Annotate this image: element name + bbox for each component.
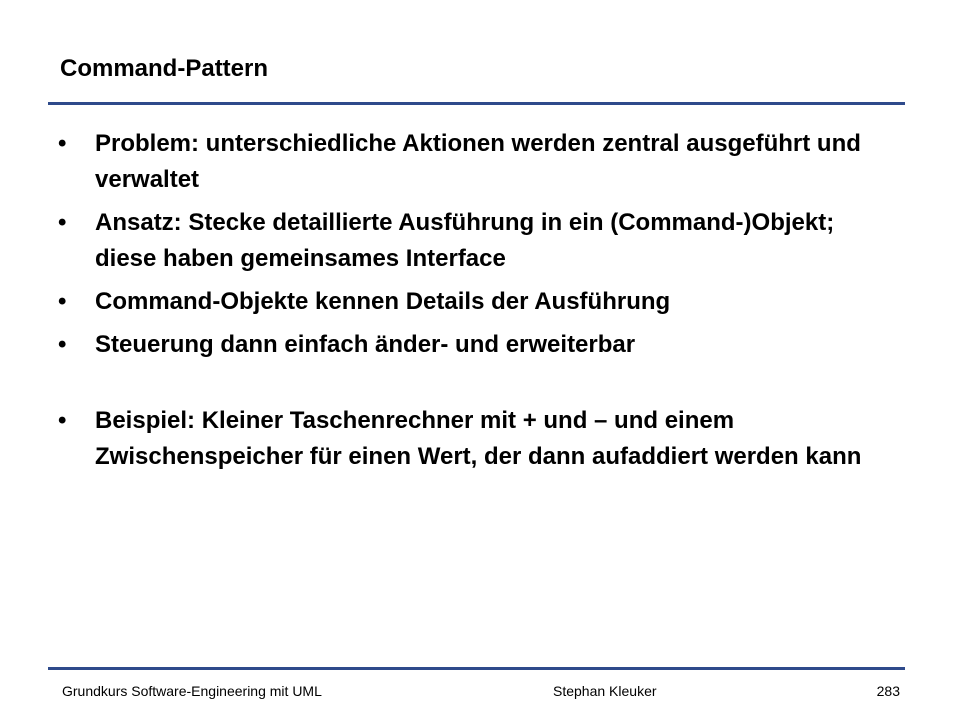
bullet-marker: • — [58, 130, 67, 157]
bullet-text: Steuerung dann einfach änder- und erweiterbar — [95, 331, 636, 358]
footer-author: Stephan Kleuker — [553, 683, 657, 699]
bullet-item — [58, 327, 898, 363]
bullet-text: Problem: unterschiedliche Aktionen werden zentral ausgeführt und verwaltet — [95, 130, 861, 193]
bullet-marker: • — [58, 331, 67, 358]
bullet-item — [58, 403, 898, 475]
bullet-item — [58, 284, 898, 320]
footer-course: Grundkurs Software-Engineering mit UML — [62, 683, 322, 699]
slide-title: Command-Pattern — [60, 55, 269, 82]
bullet-marker: • — [58, 407, 67, 434]
bullet-text: Beispiel: Kleiner Taschenrechner mit + und – und einem Zwischenspeicher für einen Wert, der dann aufaddiert werden kann — [95, 407, 862, 470]
bullet-item — [58, 205, 898, 277]
bullet-item — [58, 126, 898, 198]
footer-divider — [48, 667, 905, 670]
bullet-list — [58, 126, 898, 482]
bullet-text: Command-Objekte kennen Details der Ausführung — [95, 288, 671, 315]
bullet-text: Ansatz: Stecke detaillierte Ausführung in ein (Command-)Objekt; diese haben gemeinsames Interface — [95, 209, 835, 272]
footer-page-number: 283 — [876, 683, 900, 699]
bullet-marker: • — [58, 288, 67, 315]
title-divider — [48, 102, 905, 105]
bullet-marker: • — [58, 209, 67, 236]
